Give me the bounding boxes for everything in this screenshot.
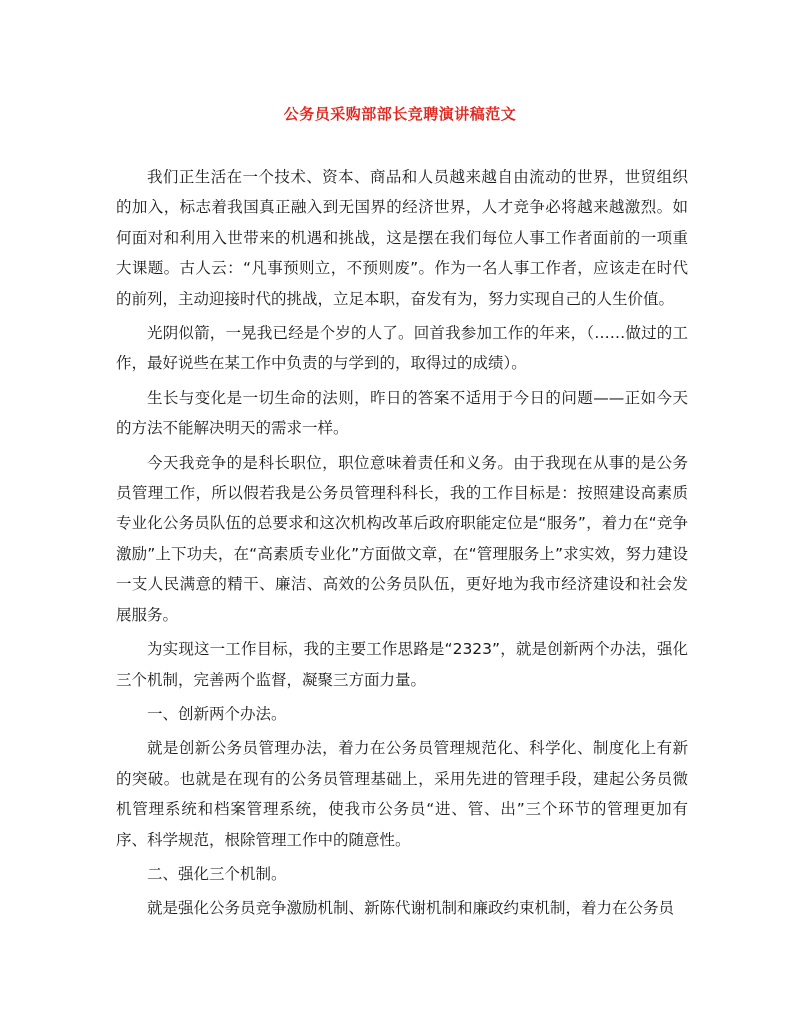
paragraph: 生长与变化是一切生命的法则，昨日的答案不适用于今日的问题——正如今天的方法不能解决明天的需求一样。 bbox=[116, 388, 688, 438]
paragraph: 就是创新公务员管理办法，着力在公务员管理规范化、科学化、制度化上有新的突破。也就是在现有的公务员管理基础上，采用先进的管理手段，建起公务员微机管理系统和档案管理系统，使我市公务员“进、管、出”三个环节的管理更加有序、科学规范，根除管理工作中的随意性。 bbox=[116, 739, 688, 849]
paragraph: 为实现这一工作目标，我的主要工作思路是“2323”，就是创新两个办法，强化三个机制，完善两个监督，凝聚三方面力量。 bbox=[116, 640, 688, 689]
section-heading: 一、创新两个办法。 bbox=[147, 704, 287, 723]
paragraph: 光阴似箭，一晃我已经是个岁的人了。回首我参加工作的年来，（……做过的工作，最好说些在某工作中负责的与学到的，取得过的成绩）。 bbox=[116, 324, 688, 373]
paragraph: 今天我竞争的是科长职位，职位意味着责任和义务。由于我现在从事的是公务员管理工作，所以假若我是公务员管理科科长，我的工作目标是：按照建设高素质专业化公务员队伍的总要求和这次机构改革后政府职能定位是“服务”，着力在“竞争激励”上下功夫，在“高素质专业化”方面做文章，在“管理服务上”求实效，努力建设一支人民满意的精干、廉洁、高效的公务员队伍，更好地为我市经济建设和社会发展服务。 bbox=[116, 453, 688, 624]
document-title: 公务员采购部部长竞聘演讲稿范文 bbox=[283, 105, 517, 123]
section-heading: 二、强化三个机制。 bbox=[147, 864, 287, 883]
paragraph: 我们正生活在一个技术、资本、商品和人员越来越自由流动的世界，世贸组织的加入，标志着我国真正融入到无国界的经济世界，人才竞争必将越来越激烈。如何面对和利用入世带来的机遇和挑战，这是摆在我们每位人事工作者面前的一项重大课题。古人云：“凡事预则立，不预则废”。作为一名人事工作者，应该走在时代的前列，主动迎接时代的挑战，立足本职，奋发有为，努力实现自己的人生价值。 bbox=[116, 168, 688, 308]
document-body bbox=[116, 162, 688, 928]
paragraph: 就是强化公务员竞争激励机制、新陈代谢机制和廉政约束机制，着力在公务员 bbox=[147, 899, 675, 918]
